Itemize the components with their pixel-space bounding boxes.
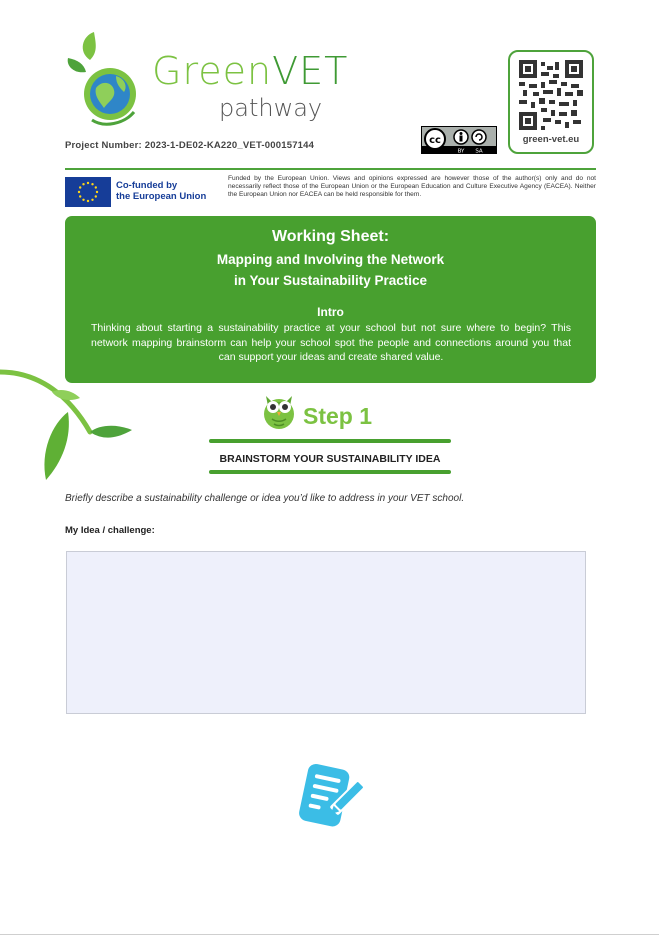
header-divider [65, 168, 596, 170]
svg-text:SA: SA [475, 148, 483, 154]
worksheet-subtitle-line2: in Your Sustainability Practice [233, 273, 428, 288]
step-instruction: Briefly describe a sustainability challenge or idea you’d like to address in your VET school. [65, 493, 465, 504]
step-label: Step 1 [303, 403, 373, 429]
intro-text: Thinking about starting a sustainability practice at your school but not sure where to begin? This network mapping brainstorm can help your school spot the people and connections around you that can support your ideas and create shared value. [91, 322, 571, 363]
project-number: Project Number: 2023-1-DE02-KA220_VET-000157144 [65, 140, 315, 151]
svg-text:BY: BY [457, 148, 465, 154]
worksheet-title: Working Sheet: [271, 228, 390, 245]
idea-textarea[interactable] [66, 551, 586, 714]
logo-wordmark: GreenVET [152, 49, 349, 93]
qr-code-card[interactable] [508, 50, 594, 154]
document-edit-icon [289, 760, 367, 832]
step-bar-bottom [209, 470, 451, 474]
owl-icon [260, 388, 298, 430]
worksheet-subtitle-line1: Mapping and Involving the Network [216, 252, 445, 267]
qr-code-icon [519, 60, 583, 130]
intro-card [65, 216, 596, 383]
vine-leaves-icon [0, 362, 140, 487]
step-bar-top [209, 439, 451, 443]
intro-heading: Intro [317, 305, 344, 319]
eu-disclaimer: Funded by the European Union. Views and opinions expressed are however those of the author(s) only and do not necessarily reflect those of the European Union or the European Education and Culture Executive Agency (EACEA). Neither the European Union nor EACEA can be held responsible for them. [228, 175, 596, 198]
logo-subword: pathway [219, 94, 323, 122]
qr-url: green-vet.eu [522, 134, 580, 145]
eu-cofunded-label: Co-funded by the European Union [116, 180, 207, 202]
page-bottom-rule [0, 934, 659, 935]
svg-text:cc: cc [429, 135, 441, 146]
greenvet-logo-icon [64, 32, 148, 128]
eu-flag-icon [65, 177, 111, 207]
cc-by-sa-license-icon [421, 126, 497, 154]
idea-field-label: My Idea / challenge: [65, 525, 155, 536]
step-title: BRAINSTORM YOUR SUSTAINABILITY IDEA [219, 453, 441, 465]
